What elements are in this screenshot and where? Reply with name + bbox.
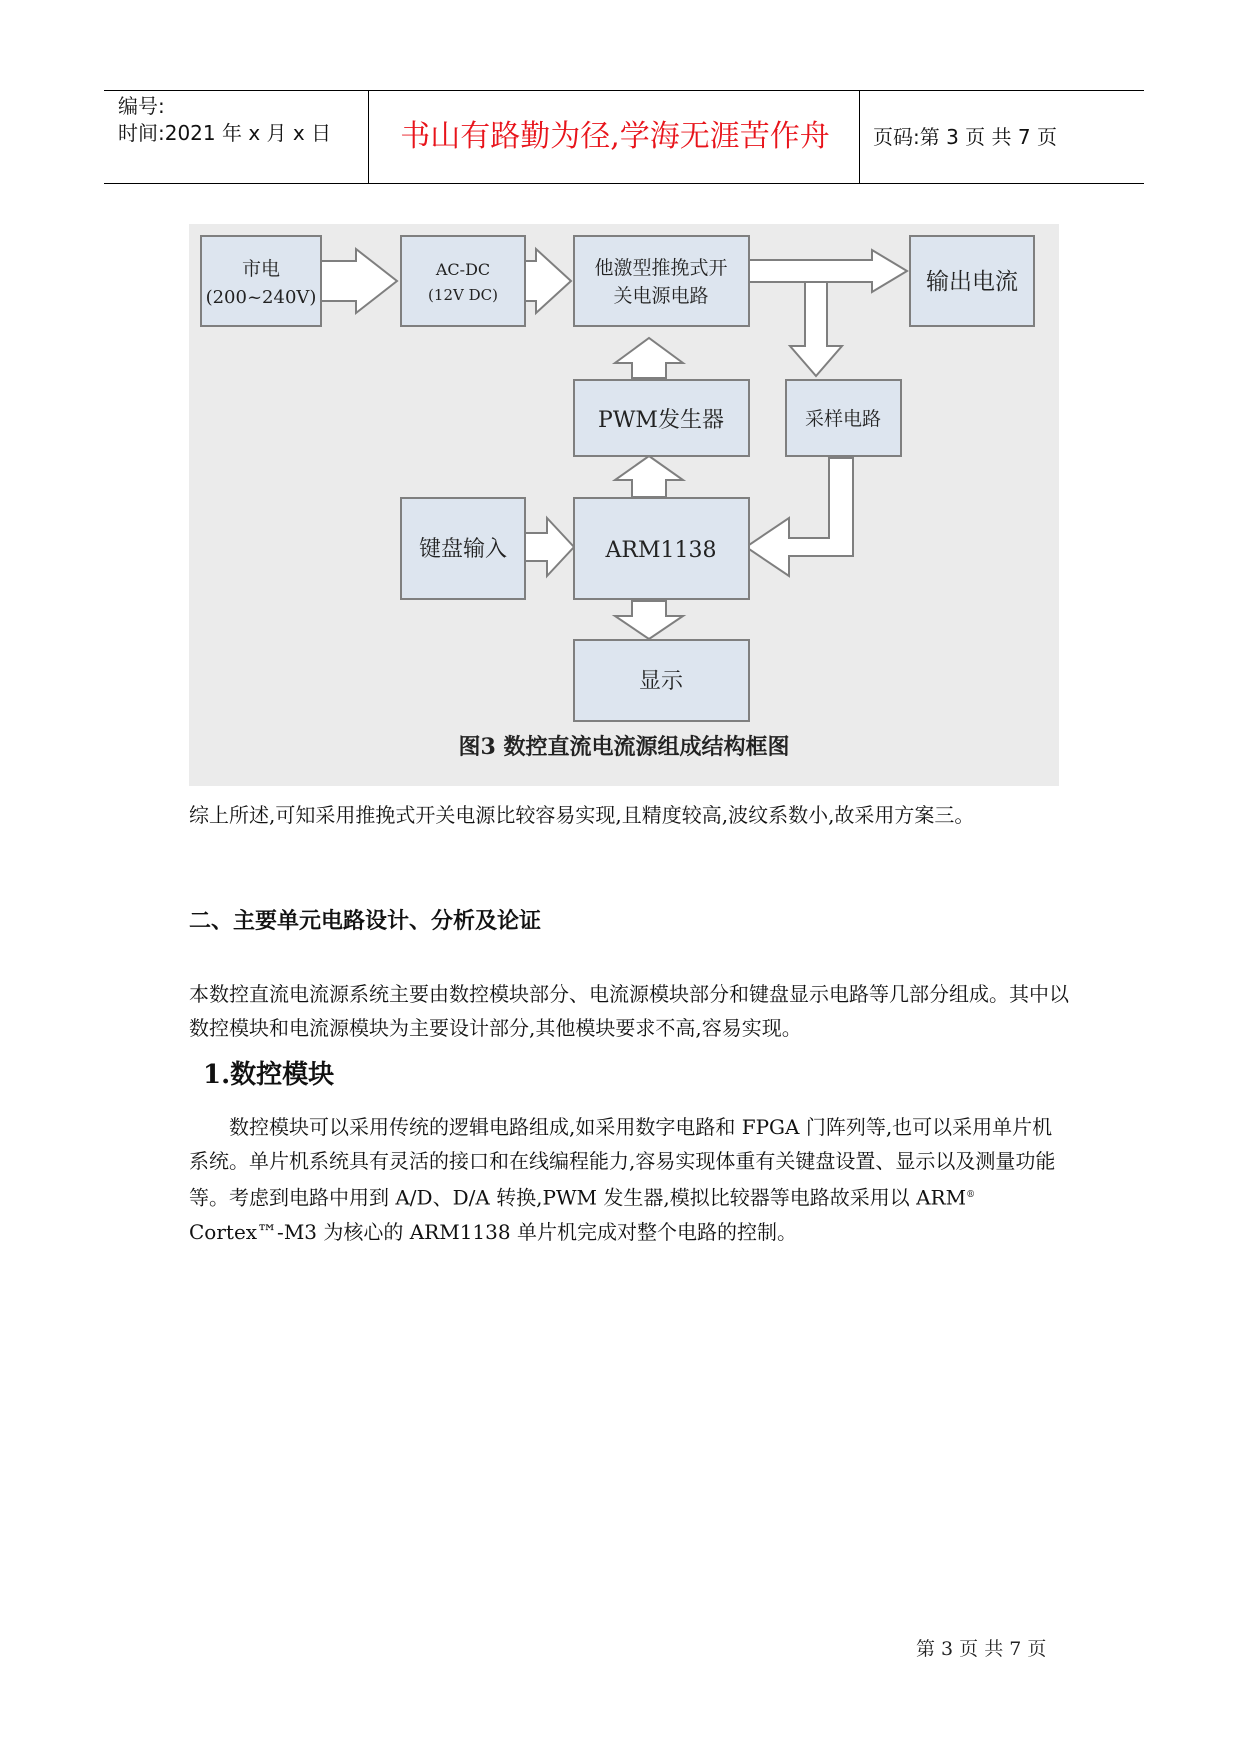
arrow-acdc-to-pushpull bbox=[523, 249, 571, 313]
arrow-keyboard-to-arm bbox=[524, 518, 574, 576]
label-display: 显示 bbox=[638, 669, 684, 694]
label-pwm: PWM发生器 bbox=[598, 408, 724, 433]
arrow-mains-to-acdc bbox=[319, 249, 397, 313]
header-top-rule bbox=[104, 90, 1144, 91]
label-mains-1: 市电 bbox=[241, 258, 281, 280]
label-acdc-1: AC-DC bbox=[435, 260, 491, 279]
section-2-intro: 本数控直流电流源系统主要由数控模块部分、电流源模块部分和键盘显示电路等几部分组成。其中以数控模块和电流源模块为主要设计部分,其他模块要求不高,容易实现。 bbox=[189, 982, 1069, 1040]
section-2-heading: 二、主要单元电路设计、分析及论证 bbox=[189, 909, 542, 934]
footer-page-number: 第 3 页 共 7 页 bbox=[916, 1638, 1047, 1660]
arrow-sampling-to-arm-path bbox=[746, 458, 853, 576]
header-page-number: 页码:第 3 页 共 7 页 bbox=[873, 125, 1057, 149]
block-acdc bbox=[401, 236, 525, 326]
figure-caption: 图3 数控直流电流源组成结构框图 bbox=[458, 734, 790, 760]
label-acdc-2: (12V DC) bbox=[428, 286, 498, 304]
block-mains bbox=[201, 236, 321, 326]
arrow-pwm-to-pushpull bbox=[615, 338, 683, 378]
header-bottom-rule bbox=[104, 183, 1144, 184]
header-time: 时间:2021 年 x 月 x 日 bbox=[118, 121, 332, 145]
arrow-arm-to-pwm bbox=[615, 456, 683, 497]
header-motto: 书山有路勤为径,学海无涯苦作舟 bbox=[400, 119, 830, 154]
arrow-arm-to-display bbox=[615, 601, 683, 639]
label-output: 输出电流 bbox=[926, 269, 1018, 295]
summary-paragraph: 综上所述,可知采用推挽式开关电源比较容易实现,且精度较高,波纹系数小,故采用方案三。 bbox=[189, 803, 975, 827]
label-mains-2: (200~240V) bbox=[205, 287, 317, 308]
subsection-1-text-a: 数控模块可以采用传统的逻辑电路组成,如采用数字电路和 FPGA 门阵列等,也可以采用单片机系统。单片机系统具有灵活的接口和在线编程能力,容易实现体重有关键盘设置、显示以及测量功能等。考虑到电路中用到 A/D、D/A 转换,PWM 发生器,模拟比较器等电路故采用以 ARM bbox=[189, 1115, 1056, 1210]
registered-mark: ® bbox=[966, 1190, 976, 1200]
subsection-1-heading: 1.数控模块 bbox=[203, 1060, 335, 1090]
subsection-1-paragraph bbox=[189, 1110, 1069, 1249]
label-pushpull-1: 他激型推挽式开 bbox=[594, 257, 728, 279]
label-keyboard: 键盘输入 bbox=[418, 537, 508, 562]
block-pushpull bbox=[574, 236, 749, 326]
block-diagram bbox=[189, 224, 1059, 786]
label-arm: ARM1138 bbox=[605, 538, 717, 563]
block-diagram-figure bbox=[189, 224, 1059, 786]
header-number: 编号: bbox=[118, 94, 165, 118]
header-divider-left bbox=[368, 90, 369, 183]
label-sampling: 采样电路 bbox=[804, 408, 882, 430]
arrow-down-to-sampling bbox=[790, 282, 842, 376]
label-pushpull-2: 关电源电路 bbox=[613, 285, 709, 307]
subsection-1-text-b: Cortex™-M3 为核心的 ARM1138 单片机完成对整个电路的控制。 bbox=[189, 1219, 797, 1244]
